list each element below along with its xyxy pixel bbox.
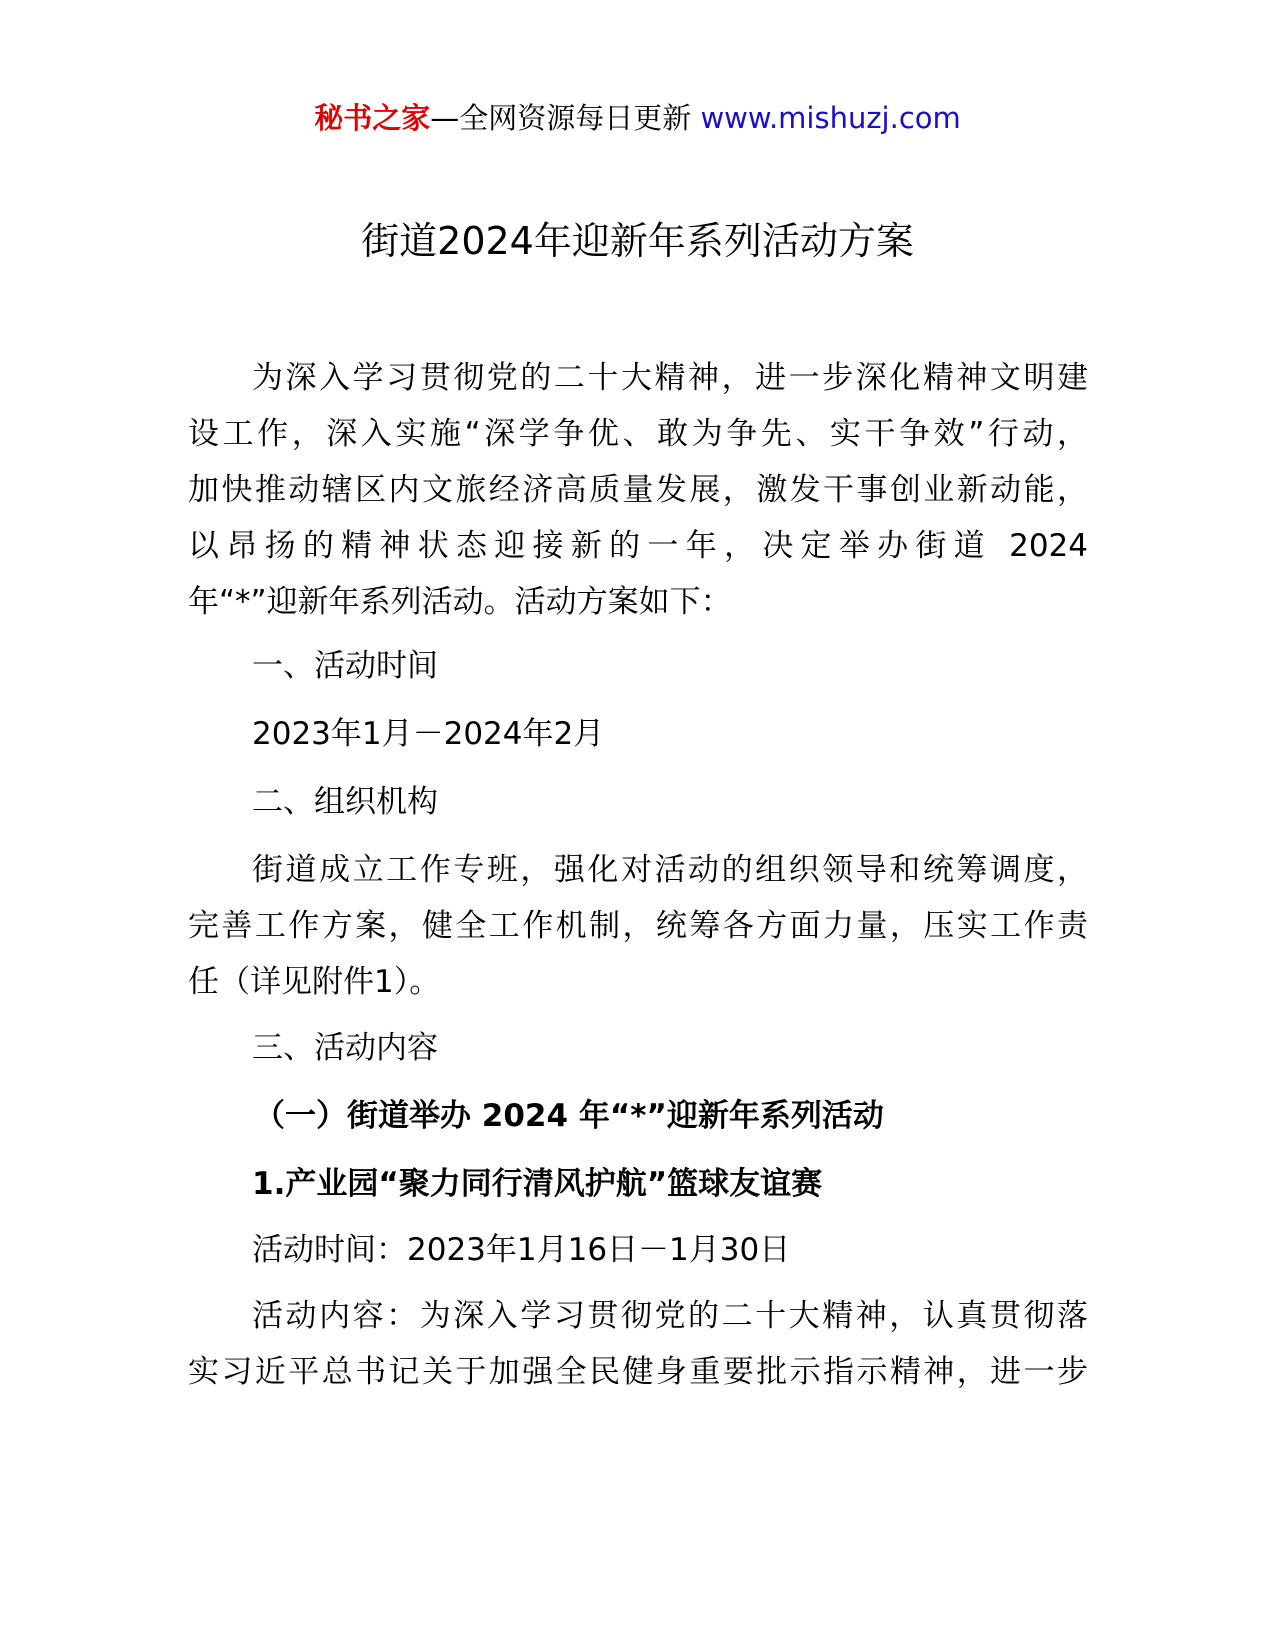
item-content-paragraph <box>188 1288 1088 1400</box>
document-title: 街道2024年迎新年系列活动方案 <box>361 219 914 263</box>
site-header <box>0 98 1275 138</box>
paragraph-line: 为深入学习贯彻党的二十大精神，进一步深化精神文明建 <box>252 360 1088 396</box>
section-heading-content: 三、活动内容 <box>252 1030 438 1066</box>
section-heading-time: 一、活动时间 <box>252 648 438 684</box>
activity-period: 2023年1月－2024年2月 <box>252 716 605 752</box>
paragraph-line: 年“*”迎新年系列活动。活动方案如下： <box>188 584 732 620</box>
paragraph-line: 街道成立工作专班，强化对活动的组织领导和统筹调度， <box>252 852 1088 888</box>
organization-paragraph <box>188 842 1088 1010</box>
paragraph-line: 任（详见附件1）。 <box>188 964 441 1000</box>
paragraph-line: 完善工作方案，健全工作机制，统筹各方面力量，压实工作责 <box>188 908 1088 944</box>
paragraph-line: 以昂扬的精神状态迎接新的一年，决定举办街道 2024 <box>188 528 1088 564</box>
subsection-heading: （一）街道举办 2024 年“*”迎新年系列活动 <box>254 1098 884 1134</box>
site-slogan: —全网资源每日更新 <box>430 101 692 135</box>
item-heading: 1.产业园“聚力同行清风护航”篮球友谊赛 <box>252 1166 823 1202</box>
paragraph-line: 活动内容：为深入学习贯彻党的二十大精神，认真贯彻落 <box>252 1298 1088 1334</box>
brand-name: 秘书之家 <box>314 101 431 135</box>
section-heading-organization: 二、组织机构 <box>252 784 438 820</box>
item-activity-time: 活动时间：2023年1月16日－1月30日 <box>252 1232 791 1268</box>
paragraph-line: 实习近平总书记关于加强全民健身重要批示指示精神，进一步 <box>188 1354 1088 1390</box>
paragraph-line: 设工作，深入实施“深学争优、敢为争先、实干争效”行动， <box>188 416 1088 452</box>
site-url-link[interactable]: www.mishuzj.com <box>700 101 961 135</box>
paragraph-line: 加快推动辖区内文旅经济高质量发展，激发干事创业新动能， <box>188 472 1088 508</box>
intro-paragraph <box>188 350 1088 630</box>
